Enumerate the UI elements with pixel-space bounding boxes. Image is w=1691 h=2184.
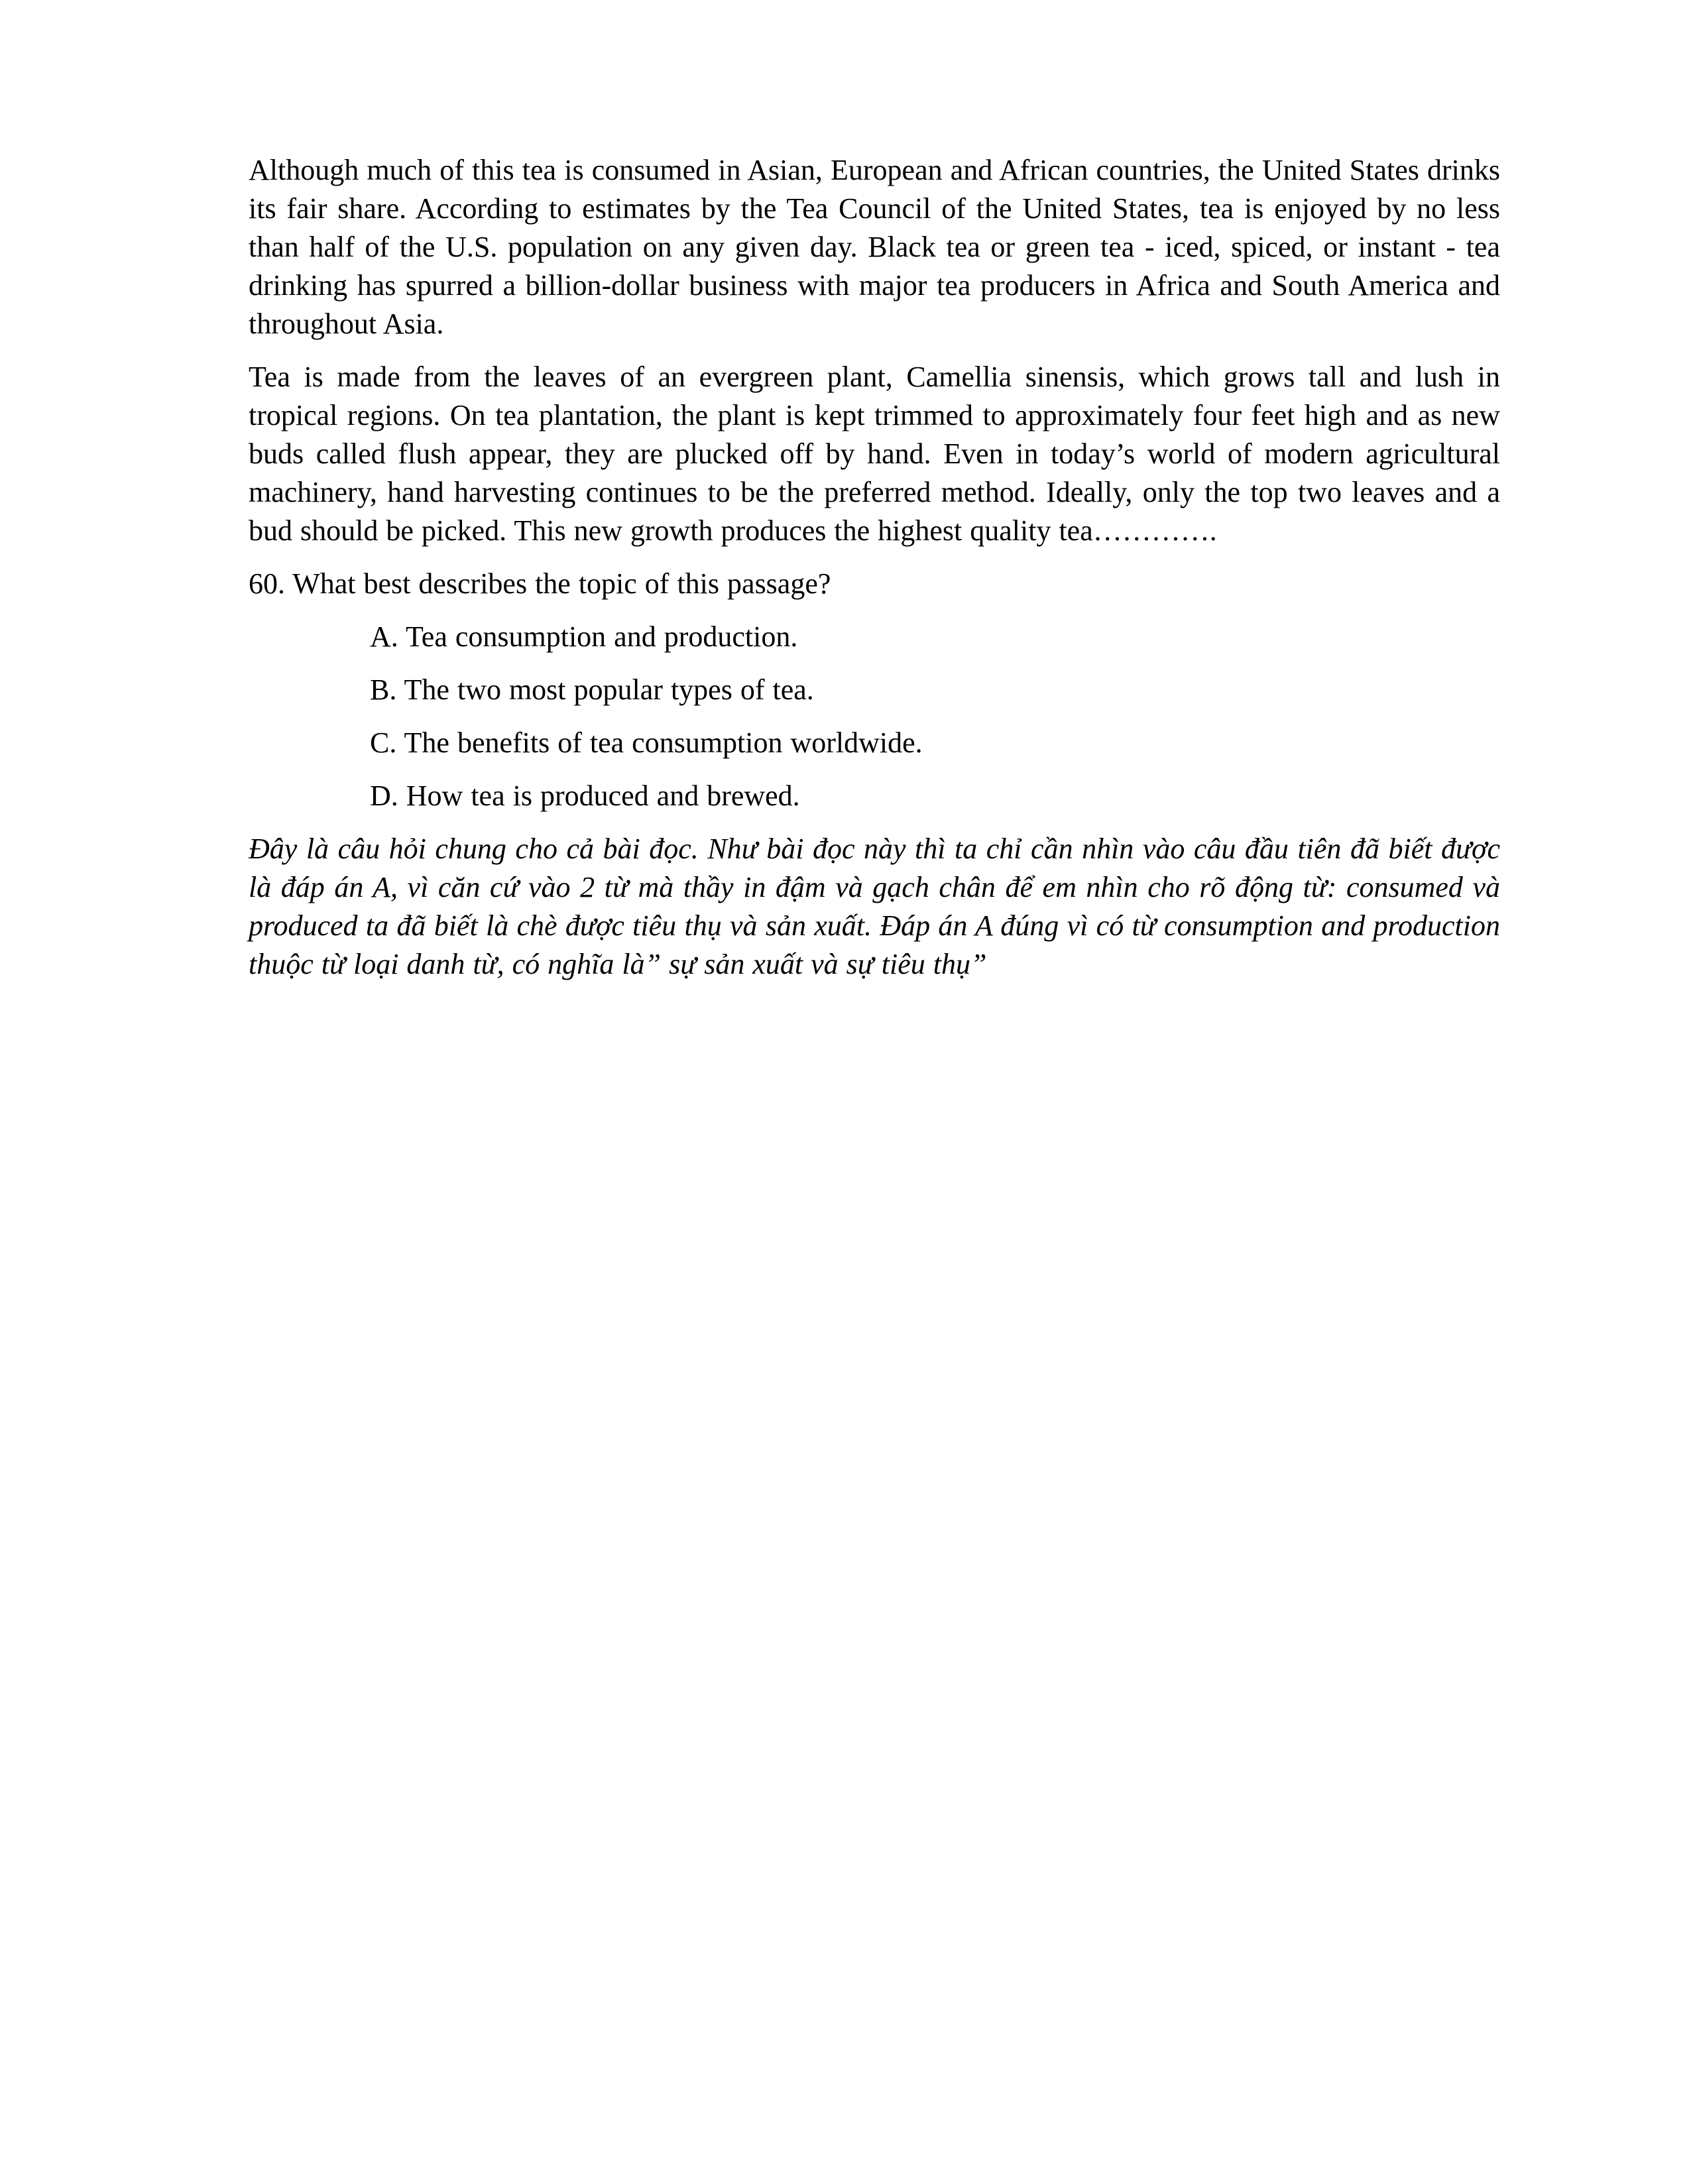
answer-options [249, 618, 1500, 815]
passage-paragraph-1: Although much of this tea is consumed in Asian, European and African countries, the United States drinks its fair share. According to estimates by the Tea Council of the United States, tea is enjoyed by no less than half of the U.S. population on any given day. Black tea or green tea - iced, spiced, or instant - tea drinking has spurred a billion-dollar business with major tea producers in Africa and South America and throughout Asia. [249, 154, 1500, 340]
question-text: 60. What best describes the topic of this passage? [249, 567, 831, 600]
option-b: B. The two most popular types of tea. [370, 673, 814, 706]
option-c: C. The benefits of tea consumption worldwide. [370, 726, 923, 759]
passage-paragraph-2: Tea is made from the leaves of an evergreen plant, Camellia sinensis, which grows tall and lush in tropical regions. On tea plantation, the plant is kept trimmed to approximately four feet high and as new buds called flush appear, they are plucked off by hand. Even in today’s world of modern agricultural machinery, hand harvesting continues to be the preferred method. Ideally, only the top two leaves and a bud should be picked. This new growth produces the highest quality tea…………. [249, 361, 1500, 547]
option-d: D. How tea is produced and brewed. [370, 779, 800, 812]
option-a: A. Tea consumption and production. [370, 620, 798, 653]
explanation-text: Đây là câu hỏi chung cho cả bài đọc. Như bài đọc này thì ta chỉ cần nhìn vào câu đầu tiên đã biết được là đáp án A, vì căn cứ vào 2 từ mà thầy in đậm và gạch chân để em nhìn cho rõ động từ: consumed và produced ta đã biết là chè được tiêu thụ và sản xuất. Đáp án A đúng vì có từ consumption and production thuộc từ loại danh từ, có nghĩa là” sự sản xuất và sự tiêu thụ” [249, 833, 1500, 980]
